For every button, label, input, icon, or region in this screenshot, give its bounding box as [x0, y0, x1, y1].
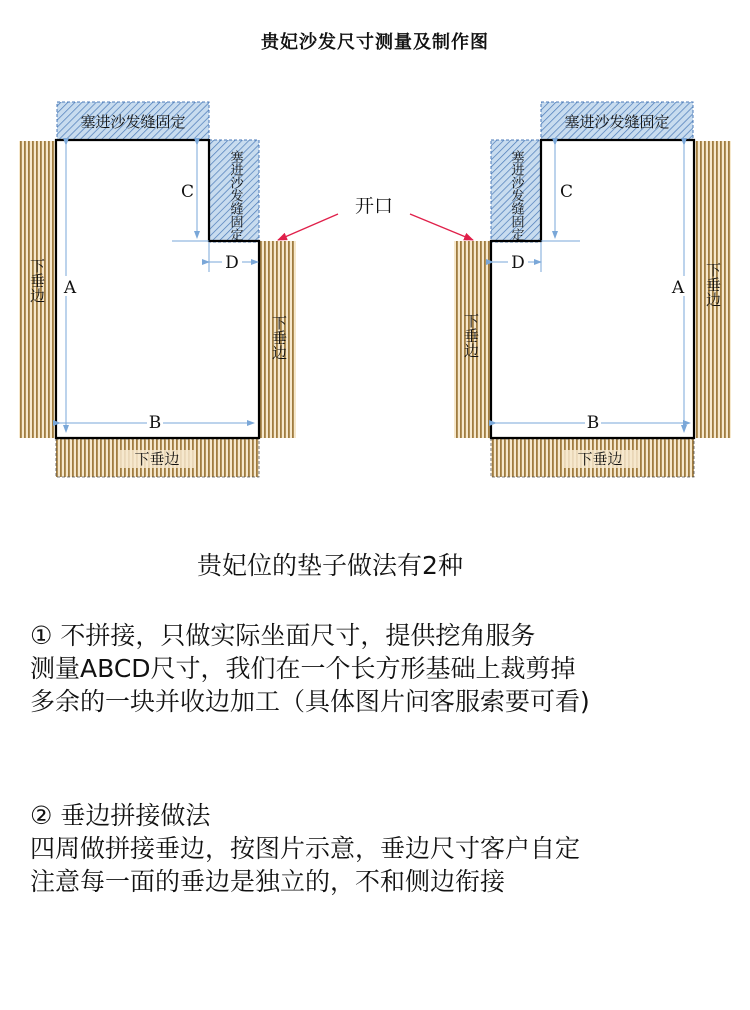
method-two-block — [30, 799, 730, 898]
right-dim-b: B — [586, 413, 600, 433]
method-one-line: 多余的一块并收边加工（具体图片问客服索要可看) — [30, 687, 590, 716]
right-diagram — [454, 102, 731, 477]
method-one-block — [30, 619, 730, 718]
left-top-flap-label: 塞进沙发缝固定 — [80, 113, 186, 131]
opening-annotation — [278, 195, 473, 240]
method-two-line: ② 垂边拼接做法 — [30, 801, 211, 830]
method-two-line: 四周做拼接垂边，按图片示意，垂边尺寸客户自定 — [30, 834, 581, 863]
left-bottom-drop-label: 下垂边 — [134, 450, 180, 468]
right-dim-c: C — [560, 182, 574, 202]
left-diagram — [19, 102, 296, 477]
opening-label: 开口 — [354, 195, 394, 217]
right-bottom-drop-label: 下垂边 — [577, 450, 623, 468]
left-inner-drop-label: 下垂边 — [270, 315, 288, 360]
method-one-line: ① 不拼接，只做实际坐面尺寸，提供挖角服务 — [30, 621, 536, 650]
left-dim-b: B — [148, 413, 162, 433]
opening-arrow-left — [278, 214, 338, 240]
right-dim-d: D — [511, 253, 525, 273]
opening-arrow-right — [410, 214, 473, 240]
left-dim-c: C — [180, 182, 194, 202]
right-inner-drop-label: 下垂边 — [462, 313, 480, 358]
left-side-flap-label: 塞进沙发缝固定 — [227, 150, 243, 241]
right-outer-drop-label: 下垂边 — [704, 262, 722, 307]
left-outer-drop-label: 下垂边 — [28, 258, 46, 303]
left-dim-d: D — [225, 253, 239, 273]
method-one-line: 测量ABCD尺寸，我们在一个长方形基础上裁剪掉 — [30, 654, 576, 683]
right-side-flap-label: 塞进沙发缝固定 — [508, 150, 524, 241]
sofa-measurement-diagram — [0, 0, 750, 500]
left-dim-a: A — [63, 278, 77, 298]
method-two-line: 注意每一面的垂边是独立的，不和侧边衔接 — [30, 867, 506, 896]
right-dim-a: A — [671, 278, 685, 298]
methods-heading: 贵妃位的垫子做法有2种 — [197, 551, 463, 580]
right-top-flap-label: 塞进沙发缝固定 — [564, 113, 670, 131]
page-title: 贵妃沙发尺寸测量及制作图 — [261, 32, 489, 53]
